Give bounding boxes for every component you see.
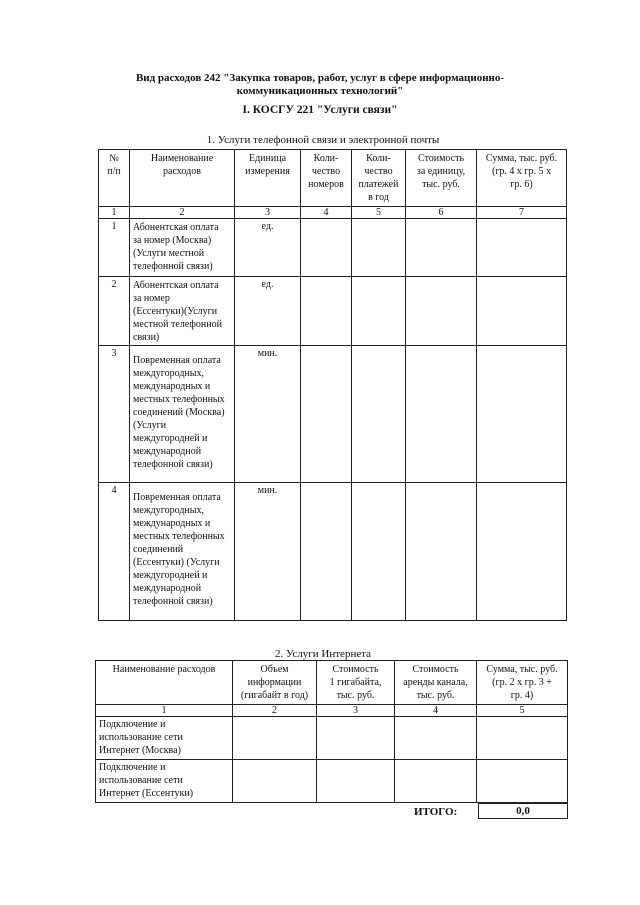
column-header xyxy=(477,661,568,705)
text-line: Объем xyxy=(260,664,289,675)
column-number: 1 xyxy=(96,705,233,717)
column-number: 5 xyxy=(477,705,568,717)
text-line: международной xyxy=(133,446,202,457)
text-line: в год xyxy=(368,192,389,203)
column-number: 4 xyxy=(301,207,352,219)
empty-cell xyxy=(477,277,567,346)
column-header xyxy=(406,150,477,207)
text-line: соединений xyxy=(133,544,184,555)
text-line: международной xyxy=(133,583,202,594)
text-line: Абонентская оплата xyxy=(133,222,219,233)
column-number: 1 xyxy=(99,207,130,219)
column-number: 3 xyxy=(235,207,301,219)
text-line: Стоимость xyxy=(417,153,465,164)
text-line: телефонной связи) xyxy=(133,261,213,272)
column-header xyxy=(352,150,406,207)
text-line: Абонентская оплата xyxy=(133,280,219,291)
row-number: 1 xyxy=(99,219,130,277)
text-line: Наименование расходов xyxy=(112,664,216,675)
row-name xyxy=(130,277,235,346)
text-line: тыс. руб. xyxy=(416,690,455,701)
text-line: Наименование xyxy=(150,153,214,164)
text-line: использование сети xyxy=(99,732,183,743)
text-line: Подключение и xyxy=(99,719,166,730)
empty-cell xyxy=(352,346,406,483)
table-row xyxy=(99,346,567,483)
empty-cell xyxy=(395,760,477,803)
internet-services-table xyxy=(95,660,568,803)
column-header xyxy=(96,661,233,705)
empty-cell xyxy=(477,219,567,277)
empty-cell xyxy=(301,346,352,483)
text-line: связи) xyxy=(133,332,160,343)
empty-cell xyxy=(406,483,477,621)
text-line: соединений (Москва) xyxy=(133,407,225,418)
column-number: 4 xyxy=(395,705,477,717)
text-line: (гр. 4 х гр. 5 х xyxy=(491,166,552,177)
text-line: (Ессентуки)(Услуги xyxy=(133,306,218,317)
text-line: п/п xyxy=(107,166,121,177)
column-number: 2 xyxy=(233,705,317,717)
empty-cell xyxy=(301,483,352,621)
column-number: 7 xyxy=(477,207,567,219)
empty-cell xyxy=(233,717,317,760)
row-unit: мин. xyxy=(235,483,301,621)
row-name xyxy=(96,717,233,760)
empty-cell xyxy=(477,760,568,803)
phone-services-table xyxy=(98,149,567,621)
empty-cell xyxy=(317,760,395,803)
row-name xyxy=(130,483,235,621)
text-line: Сумма, тыс. руб. xyxy=(485,153,558,164)
row-name xyxy=(96,760,233,803)
empty-cell xyxy=(233,760,317,803)
column-header xyxy=(233,661,317,705)
text-line: Подключение и xyxy=(99,762,166,773)
row-name xyxy=(130,219,235,277)
text-line: расходов xyxy=(163,166,201,177)
table-row xyxy=(96,760,568,803)
text-line: (Услуги xyxy=(133,420,167,431)
text-line: местных телефонных xyxy=(133,394,225,405)
text-line: телефонной связи) xyxy=(133,596,213,607)
column-header xyxy=(317,661,395,705)
empty-cell xyxy=(406,219,477,277)
text-line: местных телефонных xyxy=(133,531,225,542)
text-line: телефонной связи) xyxy=(133,459,213,470)
text-line: (гр. 2 х гр. 3 + xyxy=(492,677,552,688)
text-line: Интернет (Ессентуки) xyxy=(99,788,194,799)
row-name xyxy=(130,346,235,483)
section1-caption: 1. Услуги телефонной связи и электронной почты xyxy=(206,134,440,146)
text-line: Повременная оплата xyxy=(133,355,221,366)
text-line: тыс. руб. xyxy=(422,179,460,190)
text-line: Единица xyxy=(248,153,287,164)
empty-cell xyxy=(301,277,352,346)
text-line: местной телефонной xyxy=(133,319,222,330)
text-line: Коли- xyxy=(366,153,391,164)
title-line-1: Вид расходов 242 "Закупка товаров, работ, услуг в сфере информационно- xyxy=(135,72,505,84)
row-number: 2 xyxy=(99,277,130,346)
text-line: междугородных, xyxy=(133,505,204,516)
text-line: аренды канала, xyxy=(403,677,468,688)
text-line: междугородней и xyxy=(133,433,208,444)
empty-cell xyxy=(352,483,406,621)
text-line: гр. 6) xyxy=(510,179,533,190)
column-header xyxy=(235,150,301,207)
text-line: Стоимость xyxy=(412,664,459,675)
empty-cell xyxy=(317,717,395,760)
text-line: чество xyxy=(364,166,393,177)
text-line: междугородных, xyxy=(133,368,204,379)
text-line: № xyxy=(109,153,119,164)
text-line: информации xyxy=(247,677,302,688)
table-row xyxy=(96,717,568,760)
column-header xyxy=(395,661,477,705)
empty-cell xyxy=(406,277,477,346)
text-line: гр. 4) xyxy=(510,690,534,701)
section2-caption: 2. Услуги Интернета xyxy=(274,648,372,660)
text-line: за номер xyxy=(133,293,170,304)
text-line: за единицу, xyxy=(416,166,466,177)
text-line: Стоимость xyxy=(332,664,379,675)
document-title xyxy=(80,72,560,98)
text-line: Сумма, тыс. руб. xyxy=(486,664,558,675)
text-line: использование сети xyxy=(99,775,183,786)
total-value: 0,0 xyxy=(478,803,568,819)
text-line: междугородней и xyxy=(133,570,208,581)
empty-cell xyxy=(406,346,477,483)
row-number: 3 xyxy=(99,346,130,483)
text-line: номеров xyxy=(308,179,344,190)
text-line: международных и xyxy=(133,381,211,392)
empty-cell xyxy=(395,717,477,760)
row-unit: мин. xyxy=(235,346,301,483)
table-row xyxy=(99,277,567,346)
table-row xyxy=(99,219,567,277)
text-line: (Ессентуки) (Услуги xyxy=(133,557,220,568)
column-number: 2 xyxy=(130,207,235,219)
text-line: Интернет (Москва) xyxy=(99,745,181,756)
text-line: за номер (Москва) xyxy=(133,235,212,246)
column-number: 3 xyxy=(317,705,395,717)
text-line: (гигабайт в год) xyxy=(240,690,309,701)
column-number: 6 xyxy=(406,207,477,219)
empty-cell xyxy=(477,483,567,621)
empty-cell xyxy=(352,219,406,277)
table-row xyxy=(99,483,567,621)
text-line: Повременная оплата xyxy=(133,492,221,503)
kosgu-heading: I. КОСГУ 221 "Услуги связи" xyxy=(242,104,398,116)
row-number: 4 xyxy=(99,483,130,621)
row-unit: ед. xyxy=(235,219,301,277)
text-line: платежей xyxy=(358,179,399,190)
text-line: международных и xyxy=(133,518,211,529)
column-number: 5 xyxy=(352,207,406,219)
text-line: Коли- xyxy=(313,153,339,164)
text-line: тыс. руб. xyxy=(336,690,375,701)
column-header xyxy=(99,150,130,207)
column-header xyxy=(477,150,567,207)
empty-cell xyxy=(301,219,352,277)
column-header xyxy=(301,150,352,207)
text-line: 1 гигабайта, xyxy=(329,677,382,688)
column-header xyxy=(130,150,235,207)
row-unit: ед. xyxy=(235,277,301,346)
empty-cell xyxy=(477,717,568,760)
total-label: ИТОГО: xyxy=(414,806,458,818)
empty-cell xyxy=(477,346,567,483)
empty-cell xyxy=(352,277,406,346)
text-line: чество xyxy=(311,166,341,177)
title-line-2: коммуникационных технологий" xyxy=(236,85,404,97)
text-line: измерения xyxy=(245,166,290,177)
text-line: (Услуги местной xyxy=(133,248,205,259)
